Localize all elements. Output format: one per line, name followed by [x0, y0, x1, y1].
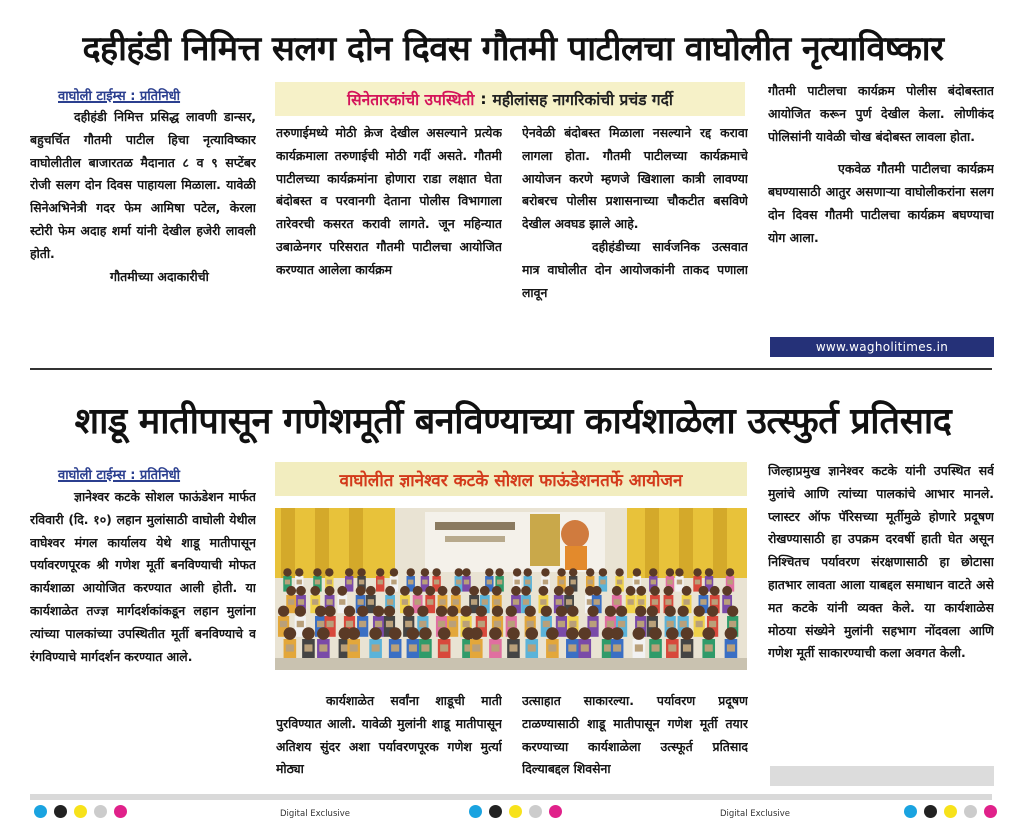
registration-dots-left: [34, 805, 127, 818]
registration-dot: [924, 805, 937, 818]
story2-column-3: [522, 690, 748, 788]
registration-dot: [74, 805, 87, 818]
workshop-group-photo: [275, 508, 747, 670]
story2-column-4: [768, 460, 994, 762]
story1-col3-para: ऐनवेळी बंदोबस्त मिळाला नसल्याने रद्द करावा लागला होता. गौतमी पाटीलच्या कार्यक्रमाचे आयोजन करणे म्हणजे खिशाला कात्री लावण्या बरोबरच पोलीस प्रशासनाच्या चौकटीत बसविणे देखील अवघड झाले आहे.: [522, 125, 748, 232]
story1-headline: दहीहंडी निमित्त सलग दोन दिवस गौतमी पाटीलचा वाघोलीत नृत्याविष्कार: [82, 29, 944, 69]
story1-col4-para: गौतमी पाटीलचा कार्यक्रम पोलीस बंदोबस्तात आयोजित करून पुर्ण देखील केला. लोणीकंद पोलिसांनी यावेळी चोख बंदोबस्त लावला होता.: [768, 83, 994, 144]
story2-byline: वाघोली टाईम्स : प्रतिनिधी: [58, 468, 181, 483]
banner-separator: :: [480, 90, 487, 108]
story1-col1-para: दहीहंडी निमित्त प्रसिद्ध लावणी डान्सर, बहुचर्चित गौतमी पाटील हिचा नृत्याविष्कार वाघोलीतील बाजारतळ मैदानात ८ व ९ सप्टेंबर रोजी सलग दोन दिवस पाहायला मिळाला. यावेळी सिनेअभिनेत्री गदर फेम आमिषा पटेल, केरला स्टोरी फेम अदाह शर्मा यांनी देखील हजेरी लावली होती.: [30, 109, 256, 261]
registration-dot: [469, 805, 482, 818]
story2-end-bar: [770, 766, 994, 786]
story1-column-4: [768, 80, 994, 332]
registration-dot: [964, 805, 977, 818]
story1-col4-para2: एकवेळ गौतमी पाटीलचा कार्यक्रम बघण्यासाठी आतुर असणाऱ्या वाघोलीकरांना सलग दोन दिवस गौतमी पाटीलचा कार्यक्रम बघण्याचा योग आला.: [768, 161, 994, 245]
story1-byline: वाघोली टाईम्स : प्रतिनिधी: [58, 89, 181, 104]
registration-dot: [114, 805, 127, 818]
story1-column-3: [522, 122, 748, 364]
story2-subheading-banner: वाघोलीत ज्ञानेश्वर कटके सोशल फाऊंडेशनतर्फे आयोजन: [275, 462, 747, 496]
banner-left-text: सिनेतारकांची उपस्थिती: [347, 91, 475, 109]
story2-column-1: [30, 486, 256, 788]
registration-dot: [509, 805, 522, 818]
registration-dots-right: [904, 805, 997, 818]
story1-column-1: [30, 106, 256, 364]
registration-dot: [904, 805, 917, 818]
story2-column-2: [276, 690, 502, 788]
story1-column-2: [276, 122, 502, 364]
registration-dot: [489, 805, 502, 818]
story2-headline: शाडू मातीपासून गणेशमूर्ती बनविण्याच्या कार्यशाळेला उत्स्फुर्त प्रतिसाद: [74, 401, 952, 442]
registration-dot: [549, 805, 562, 818]
story1-subheading-banner: [275, 82, 745, 116]
story2-col3-para: उत्साहात साकारल्या. पर्यावरण प्रदूषण टाळण्यासाठी शाडू मातीपासून गणेश मूर्ती तयार करण्याच्या कार्यशाळेला उत्स्फूर्त प्रतिसाद दिल्याबद्दल शिवसेना: [522, 693, 748, 777]
registration-dot: [34, 805, 47, 818]
website-url-bar[interactable]: www.wagholitimes.in: [770, 337, 994, 357]
registration-dot: [54, 805, 67, 818]
registration-dots-center: [469, 805, 562, 818]
registration-dot: [944, 805, 957, 818]
story2-col2-para: कार्यशाळेत सर्वांना शाडूची माती पुरविण्यात आली. यावेळी मुलांनी शाडू मातीपासून अतिशय सुंदर अशा पर्यावरणपूरक गणेश मुर्त्या मोठ्या: [276, 693, 502, 777]
story2-col4-para: जिल्हाप्रमुख ज्ञानेश्वर कटके यांनी उपस्थित सर्व मुलांचे आणि त्यांच्या पालकांचे आभार मानले. प्लास्टर ऑफ पॅरिसच्या मूर्तीमुळे होणारे प्रदूषण रोखण्यासाठी हा उपक्रम दरवर्षी हाती घेत असून निश्चितच पर्यावरण संरक्षणासाठी हा छोटासा हातभार लावता आला याबद्दल समाधान वाटते असे मत कटके यांनी व्यक्त केले. या कार्यशाळेस मोठया संख्येने मुलांनी सहभाग नोंदवला आणि गणेश मूर्ती साकारण्याची कला अवगत केली.: [768, 463, 994, 661]
story-divider: [30, 368, 992, 370]
story1-col1-para2: गौतमीच्या अदाकारीची: [110, 268, 209, 284]
story1-col3-para2: दहीहंडीच्या सार्वजनिक उत्सवात मात्र वाघोलीत दोन आयोजकांनी ताकद पणाला लावून: [522, 238, 748, 300]
story2-col1-para: ज्ञानेश्वर कटके सोशल फाऊंडेशन मार्फत रविवारी (दि. १०) लहान मुलांसाठी वाघोली येथील वाघेश्वर मंगल कार्यालय येथे शाडू मातीपासून पर्यावरणपूरक श्री गणेश मूर्ती बनविण्याची मोफत कार्यशाळा आयोजित करण्यात आली होती. या कार्यशाळेत तज्ज्ञ मार्गदर्शकांकडून लहान मुलांना त्यांच्या पालकांच्या उपस्थितीत मूर्ती बनविण्याचे व रंगविण्याचे मार्गदर्शन करण्यात आले.: [30, 489, 256, 664]
group-photo-illustration: [275, 508, 747, 670]
footer-strip: [30, 794, 992, 800]
registration-dot: [529, 805, 542, 818]
footer-label-left: Digital Exclusive: [280, 809, 350, 819]
footer-label-right: Digital Exclusive: [720, 809, 790, 819]
registration-dot: [94, 805, 107, 818]
registration-dot: [984, 805, 997, 818]
story1-col2-para: तरुणाईमध्ये मोठी क्रेज देखील असल्याने प्रत्येक कार्यक्रमाला तरुणाईची मोठी गर्दी असते. गौतमी पाटीलच्या कार्यक्रमांना होणारा राडा लक्षात घेता बंदोबस्त व परवानगी देताना पोलीस विभागाला तारेवरची कसरत करावी लागते. जून महिन्यात उबाळेनगर परिसरात गौतमी पाटीलचा आयोजित करण्यात आलेला कार्यक्रम: [276, 125, 502, 277]
banner-right-text: महीलांसह नागरिकांची प्रचंड गर्दी: [492, 91, 673, 109]
